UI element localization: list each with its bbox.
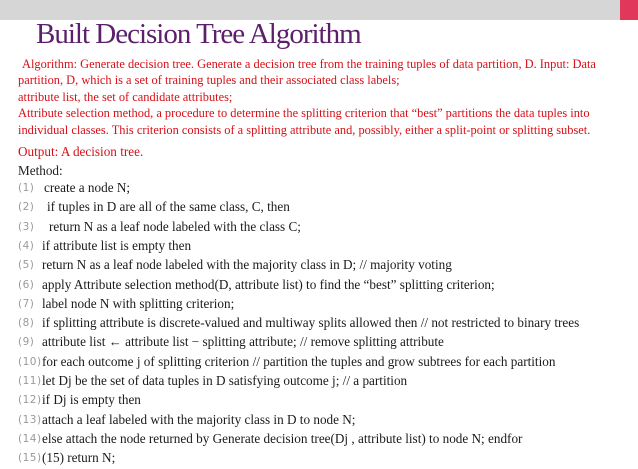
- selection-method-description: Attribute selection method, a procedure to determine the splitting criterion that “best” partitions the data tuples into individual classes. This criterion consists of a splitting attribute and, possibly, either a split-point or splitting subset.: [18, 106, 591, 137]
- step-number: (1): [18, 182, 35, 195]
- step-14: [18, 431, 618, 450]
- step-number: (7): [18, 297, 35, 310]
- attribute-list-description: attribute list, the set of candidate attributes;: [18, 89, 233, 104]
- step-number: (4): [18, 239, 35, 252]
- algorithm-description: Algorithm: Generate decision tree. Generate a decision tree from the training tuples of data partition, D. Input: Data partition, D, which is a set of training tuples and their associated class labels;: [18, 57, 596, 88]
- step-text: if attribute list is empty then: [42, 237, 192, 253]
- step-text: if splitting attribute is discrete-valued and multiway splits allowed then // not restricted to binary trees: [42, 315, 580, 331]
- step-3: [18, 219, 618, 238]
- step-1: [18, 180, 618, 199]
- step-number: (11): [18, 375, 42, 387]
- step-number: (8): [18, 317, 35, 330]
- step-9: [18, 334, 618, 353]
- step-text: label node N with splitting criterion;: [42, 295, 235, 311]
- step-number: (3): [18, 220, 35, 233]
- step-7: [18, 296, 618, 315]
- step-text: for each outcome j of splitting criterion // partition the tuples and grow subtrees for each partition: [42, 353, 556, 369]
- step-6: [18, 277, 618, 296]
- step-text: else attach the node returned by Generate decision tree(Dj , attribute list) to node N; endfor: [42, 430, 523, 446]
- method-label: Method:: [18, 163, 63, 179]
- step-text: return N as a leaf node labeled with the majority class in D; // majority voting: [42, 257, 452, 273]
- step-number: (10): [18, 355, 42, 368]
- step-number: (12): [18, 394, 42, 407]
- slide-title: Built Decision Tree Algorithm: [36, 18, 361, 50]
- step-11: [18, 373, 618, 392]
- top-bar: [0, 0, 638, 20]
- step-text: return N as a leaf node labeled with the class C;: [49, 218, 301, 234]
- step-2: [18, 199, 618, 218]
- step-text: apply Attribute selection method(D, attribute list) to find the “best” splitting criterion;: [42, 276, 495, 292]
- output-description: Output: A decision tree.: [18, 144, 144, 160]
- slide-content: [18, 56, 618, 469]
- step-number: (14): [18, 432, 42, 445]
- step-number: (5): [18, 259, 35, 272]
- step-text: attach a leaf labeled with the majority class in D to node N;: [42, 411, 356, 427]
- step-5: [18, 257, 618, 276]
- step-4: [18, 238, 618, 257]
- step-15: [18, 450, 618, 469]
- step-text: (15) return N;: [42, 450, 116, 466]
- step-number: (2): [18, 201, 35, 214]
- step-text: attribute list ← attribute list − splitting attribute; // remove splitting attribute: [42, 334, 444, 350]
- step-12: [18, 392, 618, 411]
- step-13: [18, 412, 618, 431]
- step-number: (9): [18, 336, 35, 349]
- step-text: create a node N;: [44, 180, 131, 196]
- step-number: (6): [18, 278, 35, 291]
- top-bar-accent: [620, 0, 638, 20]
- step-number: (15): [18, 452, 42, 465]
- step-number: (13): [18, 413, 42, 426]
- step-10: [18, 354, 618, 373]
- step-text: if Dj is empty then: [42, 392, 141, 408]
- step-text: let Dj be the set of data tuples in D satisfying outcome j; // a partition: [42, 373, 408, 388]
- step-8: [18, 315, 618, 334]
- step-text: if tuples in D are all of the same class, C, then: [47, 199, 290, 215]
